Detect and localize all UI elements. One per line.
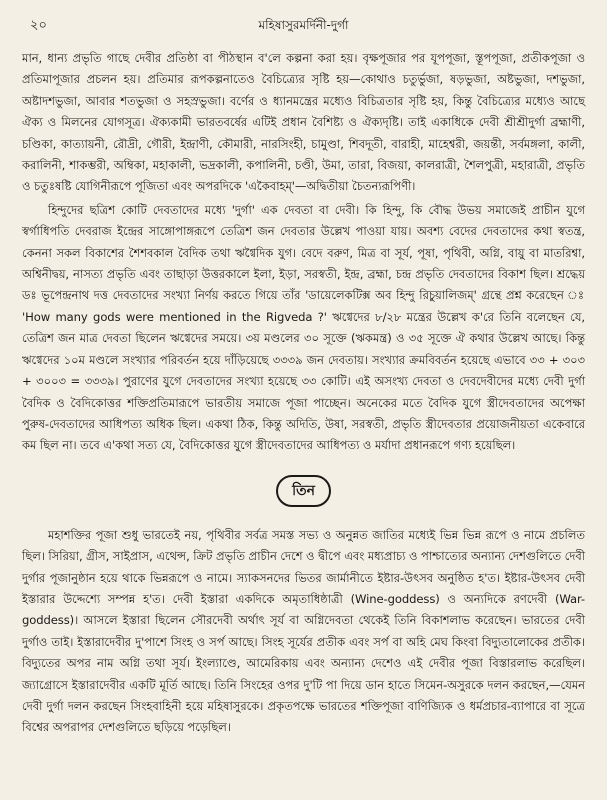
paragraph-3: মহাশক্তির পূজা শুধু ভারতেই নয়, পৃথিবীর সর্বত্র সমস্ত সভ্য ও অনুন্নত জাতির মধ্যেই ভিন্ন ভিন্ন রূপে ও নামে প্রচলিত ছিল। সিরিয়া, গ্রীস, সাইপ্রাস, এথেন্স, ক্রিট প্রভৃতি প্রাচীন দেশে ও দ্বীপে এবং মধ্যপ্রাচ্য ও পাশ্চাত্যের অন্যান্য দেশগুলিতে দেবী দুর্গার পূজানুষ্ঠান হয়ে থাকে ভিন্নরূপে ও নামে। স্যাকসনদের ভিতর জার্মানীতে ইষ্টার-উৎসব অনুষ্ঠিত হ'ত। ইষ্টার-উৎসব দেবী ইস্তারার উদ্দেশ্যে সম্পন্ন হ'ত। দেবী ইস্তারা একদিকে অমৃতাধিষ্ঠাত্রী (Wine-goddess) ও অন্যদিকে রণদেবী (War-goddess)। আসলে ইস্তারা ছিলেন সৌরদেবী অর্থাৎ সূর্য বা অগ্নিদেবতা থেকেই তিনি বিকাশলাভ করেছেন। ভারতের দেবী দুর্গাও তাই। ইস্তারাদেবীর দু'পাশে সিংহ ও সর্প আছে। সিংহ সূর্যের প্রতীক এবং সর্প বা অহি মেঘ কিংবা বিদ্যুতালোকের প্রতীক। বিদ্যুতের অপর নাম অগ্নি তথা সূর্য। ইংল্যাণ্ডে, আমেরিকায় এবং অন্যান্য দেশেও এই দেবীর পূজা বিস্তারলাভ করেছিল। জ্যাগ্রোসে ইস্তারাদেবীর একটি মূর্তি আছে। তিনি সিংহের ওপর দু'টি পা দিয়ে ডান হাতে সিমেন-অসুরকে দলন করছেন,—যেমন দেবী দুর্গা দলন করছেন সিংহবাহিনী হয়ে মহিষাসুরকে। প্রকৃতপক্ষে ভারতের শক্তিপূজা বাণিজ্যিক ও ধর্মপ্রচার-ব্যাপারে বা সূত্রে বিশ্বের অপরাপর দেশগুলিতে ছড়িয়ে পড়েছিল।: [22, 527, 585, 735]
paragraph-1: মান, ধান্য প্রভৃতি গাছে দেবীর প্রতিষ্ঠা বা পীঠস্থান ব'লে কল্পনা করা হয়। বৃক্ষপূজার পর যূপপূজা, স্তূপপূজা, প্রতীকপূজা ও প্রতিমাপূজার প্রচলন হয়। প্রতিমার রূপকল্পনাতেও বৈচিত্র্যের সৃষ্টি হয়—কোথাও চতুর্ভুজা, ষড়ভুজা, অষ্টভুজা, দশভুজা, অষ্টাদশভুজা, আবার শতভুজা ও সহস্রভুজা। বর্ণের ও ধ্যানমন্ত্রের মধ্যেও বিচিত্রতার সৃষ্টি হয়, কিন্তু বৈচিত্র্যের মধ্যেও আছে ঐক্য ও মিলনের যোগসূত্র। ঐক্যকামী ভারতবর্ষের এটিই প্রধান বৈশিষ্ট্য ও ঐক্যদৃষ্টি। তাই একাধিকে দেবী শ্রীশ্রীদুর্গা ব্রহ্মাণী, চণ্ডিকা, কাত্যায়নী, রৌদ্রী, গৌরী, ইন্দ্রাণী, কৌমারী, নারসিংহী, চামুণ্ডা, শিবদূতী, বারাহী, মাহেশ্বরী, জয়ন্তী, সর্বমঙ্গলা, কালী, করালিনী, শাকম্ভরী, অম্বিকা, মহাকালী, ভদ্রকালী, কপালিনী, চণ্ডী, উমা, তারা, বিজয়া, কালরাত্রী, শৈলপুত্রী, মহারাত্রী, প্রভৃতি ও চতুঃষষ্টি যোগিনীরূপে পূজিতা এবং অপরদিকে 'একৈবাহম্'—অদ্বিতীয়া চৈতন্যরূপিণী।: [22, 51, 585, 194]
section-divider: [22, 475, 585, 509]
running-title: মহিষাসুরমর্দিনী-দুর্গা: [258, 18, 349, 32]
section-heading: তিন: [276, 475, 331, 507]
paragraph-2: হিন্দুদের ছত্রিশ কোটি দেবতাদের মধ্যে 'দুর্গা' এক দেবতা বা দেবী। কি হিন্দু, কি বৌদ্ধ উভয় সমাজেই প্রাচীন যুগে স্বর্গাধিপতি দেবরাজ ইন্দ্রের সাঙ্গোপাঙ্গরূপে তেত্রিশ জন দেবতার উল্লেখ পাওয়া যায়। অবশ্য বেদের দেবতাদের কথা স্বতন্ত্র, কেননা সকল বিকাশের শৈশবকাল বৈদিক তথা ঋগ্বৈদিক যুগ। বেদে বরুণ, মিত্র বা সূর্য, পূষা, পৃথিবী, অগ্নি, বায়ু বা মাতরিশ্বা, অশ্বিনীদ্বয়, নাসত্য প্রভৃতি এবং তাছাড়া উত্তরকালে ইলা, ইড়া, সরস্বতী, ইন্দ্র, ব্রহ্মা, চন্দ্র প্রভৃতি দেবতাদের বিকাশ ছিল। শ্রদ্ধেয় ডঃ ভূপেন্দ্রনাথ দত্ত দেবতাদের সংখ্যা নির্ণয় করতে গিয়ে তাঁর 'ডায়েলেকটিক্স অব হিন্দু রিচুয়ালিজম্' গ্রন্থে প্রশ্ন করেছেন ঃ 'How many gods were mentioned in the Rigveda ?' ঋগ্বেদের ৮/২৮ মন্ত্রের উল্লেখ ক'রে তিনি বলেছেন যে, তেত্রিশ জন মাত্র দেবতা ছিলেন ঋগ্বেদের সময়ে। ৩য় মণ্ডলের ৩০ সূক্তে (ঋকমন্ত্র) ও ৩৫ সূক্তে ঐ কথার উল্লেখ আছে। কিন্তু ঋগ্বেদের ১০ম মণ্ডলে সংখ্যার পরিবর্তন হয়ে দাঁড়িয়েছে ৩৩৩৯ জন দেবতায়। সংখ্যার ক্রমবিবর্তন হয়েছে এভাবে ৩৩ + ৩০৩ + ৩০০৩ = ৩৩৩৯। পুরাণের যুগে দেবতাদের সংখ্যা হয়েছে ৩৩ কোটি। এই অসংখ্য দেবতা ও দেবদেবীদের মধ্যে দেবী দুর্গা বৈদিক ও বৈদিকোত্তর শক্তিপ্রতিমারূপে ভারতীয় সমাজে পূজা পাচ্ছেন। অনেকের মতে বৈদিক যুগে স্ত্রীদেবতাদের অপেক্ষা পুরুষ-দেবতাদের আধিপত্য অধিক ছিল। একথা ঠিক, কিন্তু অদিতি, উষা, সরস্বতী, প্রভৃতি স্ত্রীদেবতার প্রয়োজনীয়তা একেবারে কম ছিল না। তবে এ'কথা সত্য যে, বৈদিকোত্তর যুগে স্ত্রীদেবতাদের আধিপত্য ও মর্যাদা প্রধানরূপে গণ্য হয়েছিল।: [22, 202, 585, 453]
page-header: [22, 14, 585, 36]
page-number: ২০: [30, 18, 47, 33]
